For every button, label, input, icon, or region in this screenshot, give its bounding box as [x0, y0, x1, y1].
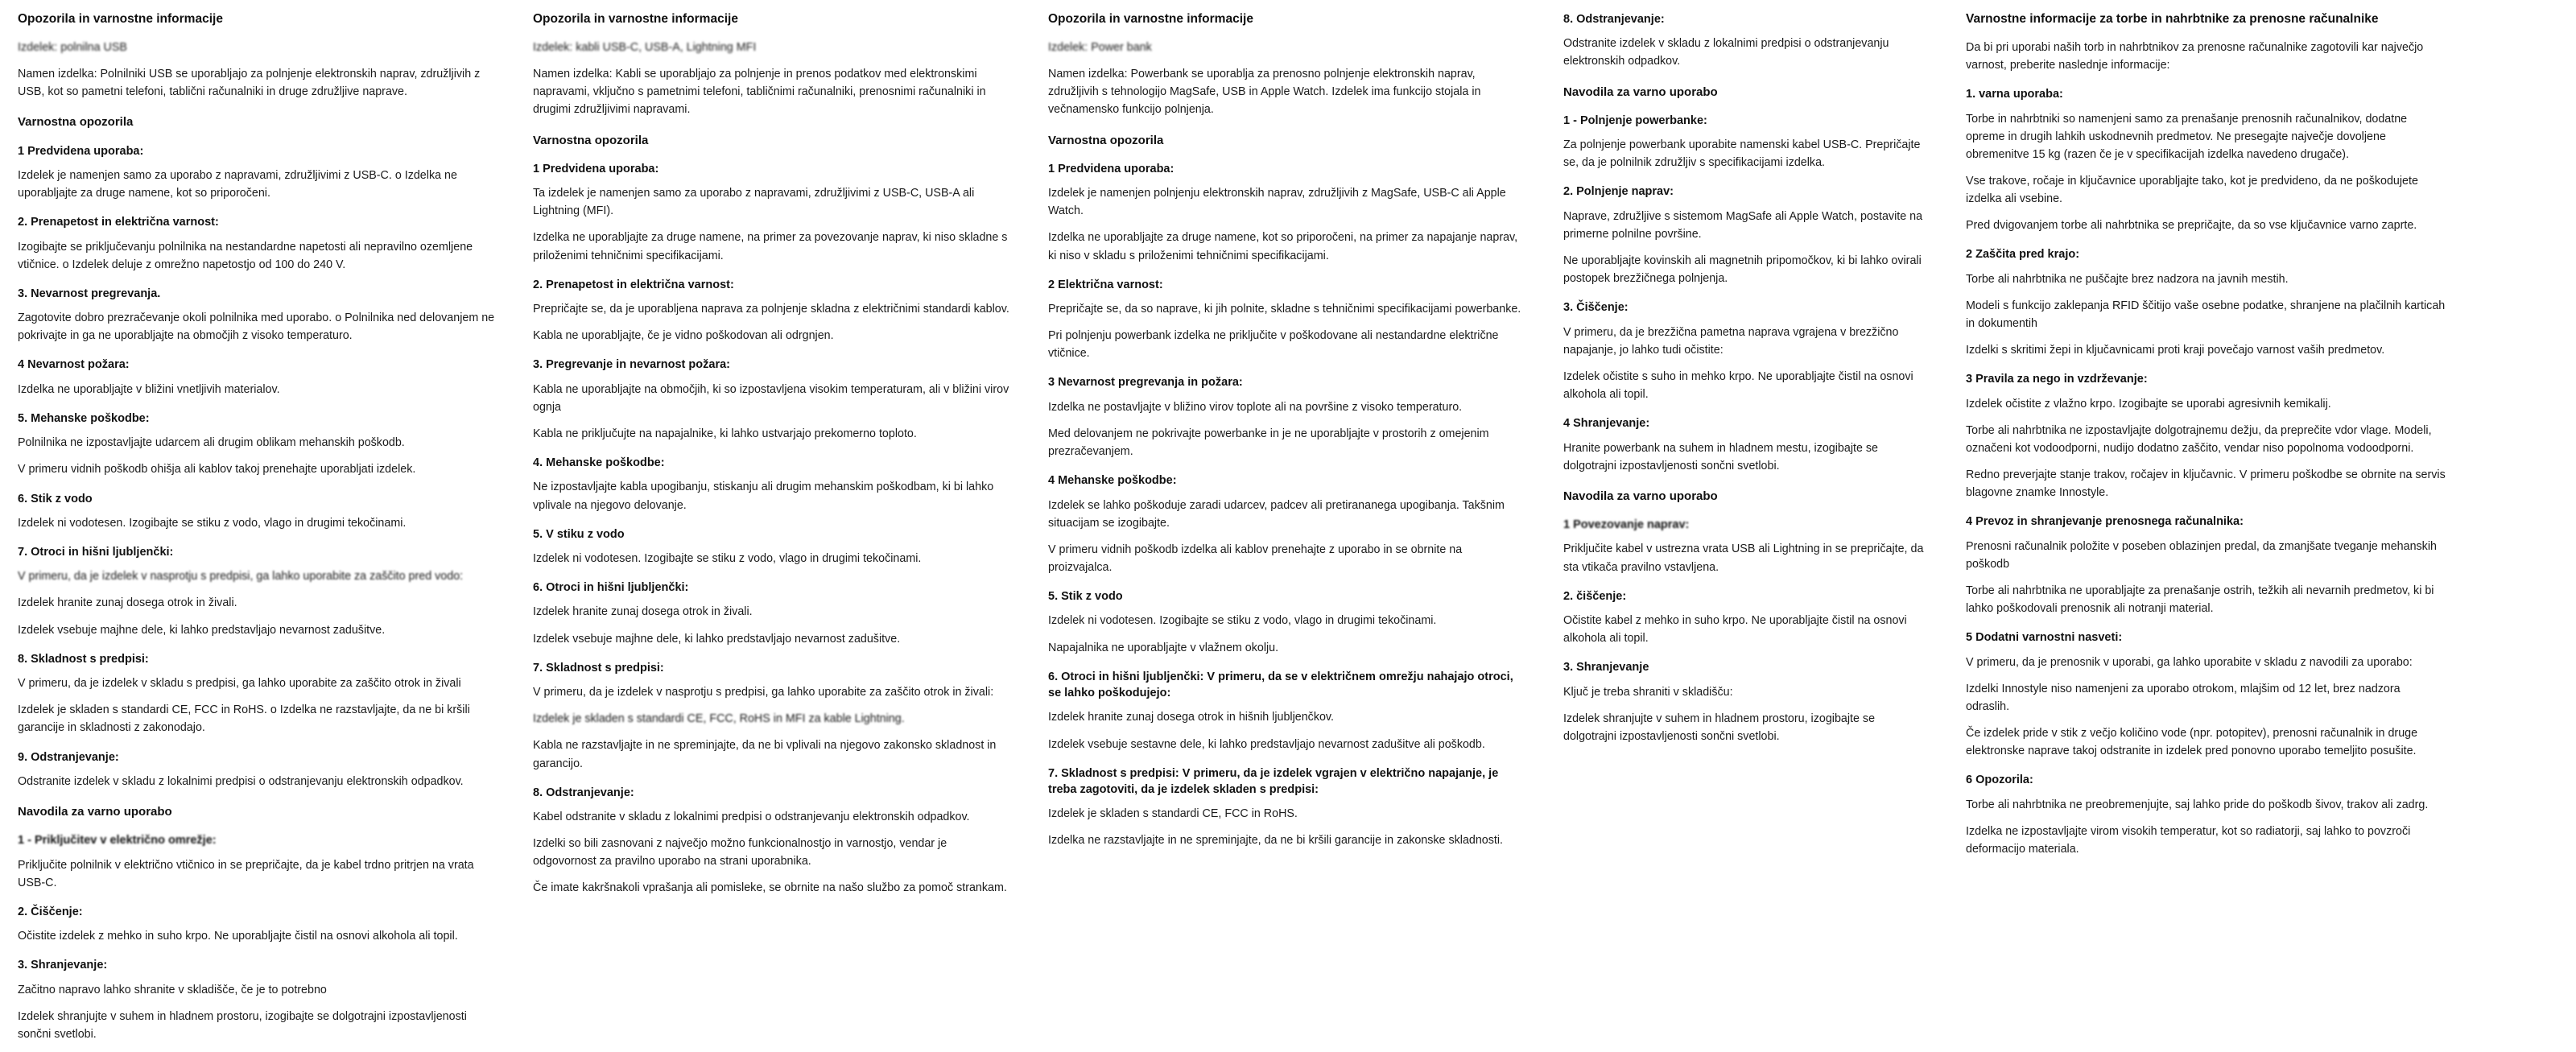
subsection-title: Varnostna opozorila — [1048, 133, 1164, 147]
item-heading: 5 Dodatni varnostni nasveti: — [1966, 631, 2123, 645]
item-heading: 5. Stik z vodo — [1048, 590, 1123, 604]
product-line: Izdelek: Power bank — [1048, 40, 1152, 54]
item-paragraph: Izdelka ne uporabljajte za druge namene, na primer za povezovanje naprav, ki niso skladne s priloženimi tehničnimi specifikacijami. — [533, 231, 1008, 262]
item-paragraph: Prepričajte se, da je uporabljena naprava za polnjenje skladna z električnimi standardi kablov. — [533, 303, 1009, 316]
subsection-title: Navodila za varno uporabo — [1563, 489, 1718, 503]
item-paragraph: Izdelki s skritimi žepi in ključavnicami proti kraji povečajo varnost vaših predmetov. — [1966, 344, 2385, 357]
item-heading: 3 Nevarnost pregrevanja in požara: — [1048, 376, 1243, 390]
item-paragraph: Polnilnika ne izpostavljajte udarcem ali drugim oblikam mehanskih poškodb. — [18, 436, 405, 450]
item-paragraph: Izdelki Innostyle niso namenjeni za uporabo otrokom, mlajšim od 12 let, brez nadzora odraslih. — [1966, 682, 2401, 713]
item-paragraph: Izdelek hranite zunaj dosega otrok in živali. — [533, 605, 753, 619]
item-paragraph: Torbe ali nahrbtnika ne uporabljajte za prenašanje ostrih, težkih ali nevarnih predmetov, ki bi lahko poškodovali prenosnik ali notranji material. — [1966, 584, 2434, 616]
item-heading: 2. čiščenje: — [1563, 589, 1627, 603]
item-heading: 6. Stik z vodo — [18, 492, 93, 505]
item-paragraph: Kabla ne priključujte na napajalnike, ki lahko ustvarjajo prekomerno toploto. — [533, 427, 917, 440]
item-heading: 1 Predvidena uporaba: — [18, 144, 144, 158]
item-paragraph: Torbe ali nahrbtnika ne puščajte brez nadzora na javnih mestih. — [1966, 272, 2289, 286]
item-heading: 2 Električna varnost: — [1048, 278, 1163, 291]
section-title: Opozorila in varnostne informacije — [18, 12, 223, 26]
item-paragraph: Izdelek očistite s suho in mehko krpo. Ne uporabljajte čistil na osnovi alkohola ali topil. — [1563, 370, 1913, 402]
item-paragraph: Med delovanjem ne pokrivajte powerbanke in je ne uporabljajte v prostorih z omejenim prezračevanjem. — [1048, 427, 1489, 459]
item-heading: 1 - Polnjenje powerbanke: — [1563, 113, 1707, 127]
item-paragraph: Izdelek očistite z vlažno krpo. Izogibajte se uporabi agresivnih kemikalij. — [1966, 397, 2331, 410]
item-heading: 3. Shranjevanje — [1563, 661, 1649, 675]
item-paragraph: Izdelek je namenjen polnjenju elektronskih naprav, združljivih z MagSafe, USB-C ali Apple Watch. — [1048, 187, 1506, 218]
item-heading: 4 Nevarnost požara: — [18, 358, 130, 372]
item-paragraph: Odstranite izdelek v skladu z lokalnimi predpisi o odstranjevanju elektronskih odpadkov. — [18, 774, 464, 788]
item-heading: 2. Prenapetost in električna varnost: — [533, 278, 734, 291]
item-paragraph: Izdelek vsebuje majhne dele, ki lahko predstavljajo nevarnost zadušitve. — [533, 632, 901, 646]
item-paragraph: Izdelek je namenjen samo za uporabo z napravami, združljivimi z USB-C. o Izdelka ne uporabljajte za druge namene, kot so priporočeni. — [18, 168, 457, 200]
item-paragraph: Kabla ne uporabljajte na območjih, ki so izpostavljena visokim temperaturam, ali v bližini virov ognja — [533, 382, 1009, 414]
item-paragraph: Očistite izdelek z mehko in suho krpo. Ne uporabljajte čistil na osnovi alkohola ali topil. — [18, 930, 458, 943]
item-heading: 3. Čiščenje: — [1563, 301, 1629, 315]
item-heading: 3. Nevarnost pregrevanja. — [18, 287, 161, 300]
item-heading: 7. Skladnost s predpisi: — [533, 661, 664, 675]
item-heading: 3 Pravila za nego in vzdrževanje: — [1966, 373, 2148, 386]
item-paragraph: V primeru, da je brezžična pametna naprava vgrajena v brezžično napajanje, jo lahko tudi očistite: — [1563, 325, 1899, 357]
item-heading: 6 Opozorila: — [1966, 774, 2033, 787]
item-paragraph: Izdelek shranjujte v suhem in hladnem prostoru, izogibajte se dolgotrajni izpostavljenosti sončni svetlobi. — [18, 1009, 467, 1041]
item-paragraph: Za polnjenje powerbank uporabite namenski kabel USB-C. Prepričajte se, da je polnilnik združljiv s specifikacijami izdelka. — [1563, 138, 1921, 170]
item-heading: 2 Zaščita pred krajo: — [1966, 248, 2080, 262]
item-paragraph: Ključ je treba shraniti v skladišču: — [1563, 685, 1733, 699]
item-paragraph: Torbe in nahrbtniki so namenjeni samo za prenašanje prenosnih računalnikov, dodatne opreme in drugih lahkih uskodnevnih predmetov. Ne presegajte največje dovoljene obremenitve 15 kg (razen če je v specifikacijah izdelka navedeno drugače). — [1966, 112, 2408, 161]
product-purpose: Namen izdelka: Powerbank se uporablja za prenosno polnjenje elektronskih naprav, združljivih s tehnologijo MagSafe, USB in Apple Watch. Izdelek ima funkcijo stojala in večnamensko funkcijo polnjenja. — [1048, 68, 1481, 117]
item-paragraph: Izdelka ne izpostavljajte virom visokih temperatur, kot so radiatorji, saj lahko to povzroči deformacijo materiala. — [1966, 824, 2411, 856]
column-powerbank — [1030, 11, 1546, 859]
item-paragraph: Izdelek shranjujte v suhem in hladnem prostoru, izogibajte se dolgotrajni izpostavljenosti sončni svetlobi. — [1563, 712, 1876, 743]
item-paragraph: Pri polnjenju powerbank izdelka ne priključite v poškodovane ali nestandardne električne vtičnice. — [1048, 329, 1499, 361]
item-paragraph: Redno preverjajte stanje trakov, ročajev in ključavnic. V primeru poškodbe se obrnite na servis blagovne znamke Innostyle. — [1966, 468, 2446, 500]
item-paragraph: Izdelek ni vodotesen. Izogibajte se stiku z vodo, vlago in drugimi tekočinami. — [533, 552, 922, 565]
subsection-title: Varnostna opozorila — [533, 133, 649, 147]
item-heading: 3. Shranjevanje: — [18, 959, 108, 972]
item-paragraph: Izdelka ne uporabljajte v bližini vnetljivih materialov. — [18, 382, 280, 396]
item-paragraph: V primeru vidnih poškodb izdelka ali kablov prenehajte z uporabo in se obrnite na proizvajalca. — [1048, 543, 1463, 575]
item-paragraph: V primeru, da je prenosnik v uporabi, ga lahko uporabite v skladu z navodili za uporabo: — [1966, 655, 2413, 669]
item-paragraph: Izdelka ne uporabljajte za druge namene, kot so priporočeni, na primer za napajanje naprav, ki niso v skladu s priloženimi tehničnimi specifikacijami. — [1048, 231, 1518, 262]
item-paragraph: Izdelek hranite zunaj dosega otrok in hišnih ljubljenčkov. — [1048, 711, 1334, 724]
item-paragraph: V primeru, da je izdelek v nasprotju s predpisi, ga lahko uporabite za zaščito pred vodo: — [18, 570, 464, 584]
item-heading: 3. Pregrevanje in nevarnost požara: — [533, 358, 730, 372]
product-line: Izdelek: kabli USB-C, USB-A, Lightning MFI — [533, 40, 757, 54]
item-heading: 4 Shranjevanje: — [1563, 417, 1650, 431]
item-paragraph: Če izdelek pride v stik z večjo količino vode (npr. potopitev), prenosni računalnik in druge elektronske naprave takoj odstranite in izdelek pred ponovno uporabo temeljito posušite. — [1966, 727, 2418, 758]
column-usb-charger — [0, 11, 515, 1052]
item-heading: 8. Skladnost s predpisi: — [18, 652, 149, 666]
section-title: Opozorila in varnostne informacije — [533, 12, 738, 26]
item-heading: 7. Skladnost s predpisi: V primeru, da je izdelek vgrajen v električno napajanje, je treba zagotoviti, da je izdelek skladen s predpisi: — [1048, 766, 1499, 796]
subsection-title: Navodila za varno uporabo — [18, 804, 172, 819]
item-paragraph: Kabla ne uporabljajte, če je vidno poškodovan ali odrgnjen. — [533, 329, 834, 343]
item-paragraph: Odstranite izdelek v skladu z lokalnimi predpisi o odstranjevanju elektronskih odpadkov. — [1563, 37, 1889, 68]
item-paragraph: Izdelka ne postavljajte v bližino virov toplote ali na površine z visoko temperaturo. — [1048, 400, 1463, 414]
item-paragraph: V primeru vidnih poškodb ohišja ali kablov takoj prenehajte uporabljati izdelek. — [18, 463, 416, 476]
item-paragraph: Izdelki so bili zasnovani z največjo možno funkcionalnostjo in varnostjo, vendar je odgovornost za pravilno uporabo na strani uporabnika. — [533, 837, 947, 868]
product-purpose: Namen izdelka: Polnilniki USB se uporabljajo za polnjenje elektronskih naprav, združljivih z USB, kot so pametni telefoni, tablični računalniki in druge združljive naprave. — [18, 68, 481, 99]
item-paragraph: Izdelek ni vodotesen. Izogibajte se stiku z vodo, vlago in drugimi tekočinami. — [18, 516, 407, 530]
item-heading: 2. Polnjenje naprav: — [1563, 185, 1674, 199]
item-paragraph: Izdelek je skladen s standardi CE, FCC in RoHS. — [1048, 807, 1298, 821]
item-heading: 4 Prevoz in shranjevanje prenosnega računalnika: — [1966, 515, 2244, 529]
item-paragraph: Prenosni računalnik položite v poseben oblazinjen predal, da zmanjšate tveganje mehanskih poškodb — [1966, 539, 2437, 571]
column-cables — [515, 11, 1030, 906]
item-paragraph: Izdelka ne razstavljajte in ne spreminjajte, da ne bi kršili garancije in zakonske skladnosti. — [1048, 834, 1504, 848]
item-paragraph: Izdelek je skladen s standardi CE, FCC, RoHS in MFI za kable Lightning. — [533, 712, 905, 726]
item-paragraph: Zagotovite dobro prezračevanje okoli polnilnika med uporabo. o Polnilnika ned delovanjem ne pokrivajte in ga ne uporabljajte na območjih z visoko temperaturo. — [18, 311, 495, 343]
subsection-title: Varnostna opozorila — [18, 115, 134, 130]
item-paragraph: Izdelek ni vodotesen. Izogibajte se stiku z vodo, vlago in drugimi tekočinami. — [1048, 614, 1437, 628]
item-paragraph: Ta izdelek je namenjen samo za uporabo z napravami, združljivimi z USB-C, USB-A ali Lightning (MFI). — [533, 187, 975, 218]
item-heading: 7. Otroci in hišni ljubljenčki: — [18, 545, 174, 559]
item-heading: 5. Mehanske poškodbe: — [18, 411, 150, 425]
item-paragraph: Začitno napravo lahko shranite v skladišče, če je to potrebno — [18, 983, 327, 996]
item-paragraph: V primeru, da je izdelek v skladu s predpisi, ga lahko uporabite za zaščito otrok in živali — [18, 677, 461, 691]
item-paragraph: Napajalnika ne uporabljajte v vlažnem okolju. — [1048, 641, 1279, 654]
item-paragraph: Priključite polnilnik v električno vtičnico in se prepričajte, da je kabel trdno pritrjen na vrata USB-C. — [18, 858, 474, 889]
column-backpacks — [1948, 11, 2463, 867]
item-paragraph: Izdelek vsebuje sestavne dele, ki lahko predstavljajo nevarnost zadušitve ali poškodb. — [1048, 737, 1485, 751]
item-heading: 1 - Priključitev v električno omrežje: — [18, 834, 217, 848]
item-paragraph: Priključite kabel v ustrezna vrata USB ali Lightning in se prepričajte, da sta vtikača pravilno vstavljena. — [1563, 543, 1924, 574]
item-paragraph: Ne izpostavljajte kabla upogibanju, stiskanju ali drugim mehanskim poškodbam, ki bi lahko vplivale na njegovo delovanje. — [533, 481, 994, 512]
section-title: Opozorila in varnostne informacije — [1048, 12, 1253, 26]
item-paragraph: Kabla ne razstavljajte in ne spreminjajte, da ne bi vplivali na njegovo zakonsko skladnost in garancijo. — [533, 739, 997, 770]
section-title: Varnostne informacije za torbe in nahrbtnike za prenosne računalnike — [1966, 12, 2379, 26]
item-paragraph: Pred dvigovanjem torbe ali nahrbtnika se prepričajte, da so vse ključavnice varno zaprte. — [1966, 219, 2417, 233]
item-paragraph: Prepričajte se, da so naprave, ki jih polnite, skladne s tehničnimi specifikacijami powerbanke. — [1048, 303, 1521, 316]
item-heading: 1 Povezovanje naprav: — [1563, 518, 1690, 532]
item-paragraph: Izdelek hranite zunaj dosega otrok in živali. — [18, 596, 237, 610]
item-paragraph: Izdelek se lahko poškoduje zaradi udarcev, padcev ali pretirananega upogibanja. Takšnim situacijam se izogibajte. — [1048, 498, 1505, 530]
item-paragraph: V primeru, da je izdelek v nasprotju s predpisi, ga lahko uporabite za zaščito otrok in živali: — [533, 686, 994, 699]
item-paragraph: Torbe ali nahrbtnika ne izpostavljajte dolgotrajnemu dežju, da preprečite vdor vlage. Modeli, označeni kot vodoodporni, nudijo dodatno zaščito, vendar niso popolnoma vodoodporni. — [1966, 423, 2432, 455]
product-line: Izdelek: polnilna USB — [18, 40, 127, 54]
item-paragraph: Ne uporabljajte kovinskih ali magnetnih pripomočkov, ki bi lahko ovirali postopek brezžičnega polnjenja. — [1563, 254, 1922, 286]
item-paragraph: Modeli s funkcijo zaklepanja RFID ščitijo vaše osebne podatke, shranjene na plačilnih karticah in dokumentih — [1966, 299, 2446, 331]
section-intro: Da bi pri uporabi naših torb in nahrbtnikov za prenosne računalnike zagotovili kar največjo varnost, preberite naslednje informacije: — [1966, 40, 2424, 72]
item-paragraph: Izdelek vsebuje majhne dele, ki lahko predstavljajo nevarnost zadušitve. — [18, 623, 386, 637]
item-heading: 4 Mehanske poškodbe: — [1048, 474, 1177, 488]
item-paragraph: Vse trakove, ročaje in ključavnice uporabljajte tako, kot je predvideno, da ne poškodujete izdelka ali vsebine. — [1966, 175, 2418, 206]
item-paragraph: Hranite powerbank na suhem in hladnem mestu, izogibajte se dolgotrajni izpostavljenosti sončni svetlobi. — [1563, 441, 1879, 472]
item-paragraph: Očistite kabel z mehko in suho krpo. Ne uporabljajte čistil na osnovi alkohola ali topil. — [1563, 614, 1907, 646]
item-paragraph: Torbe ali nahrbtnika ne preobremenjujte, saj lahko pride do poškodb šivov, trakov ali zadrg. — [1966, 798, 2429, 811]
item-heading: 2. Prenapetost in električna varnost: — [18, 216, 219, 229]
item-paragraph: Naprave, združljive s sistemom MagSafe ali Apple Watch, postavite na primerne polnilne površine. — [1563, 209, 1923, 241]
item-heading: 8. Odstranjevanje: — [533, 786, 634, 799]
item-heading: 9. Odstranjevanje: — [18, 750, 119, 764]
subsection-title: Navodila za varno uporabo — [1563, 85, 1718, 99]
product-purpose: Namen izdelka: Kabli se uporabljajo za polnjenje in prenos podatkov med elektronskimi napravami, vključno s pametnimi telefoni, tabličnimi računalniki, prenosnimi računalniki in drugimi združljivimi napravami. — [533, 68, 986, 117]
item-heading: 5. V stiku z vodo — [533, 527, 625, 541]
item-heading: 4. Mehanske poškodbe: — [533, 456, 665, 470]
item-paragraph: Če imate kakršnakoli vprašanja ali pomislekе, se obrnite na našo službo za pomoč strankam. — [533, 881, 1007, 895]
item-heading: 1. varna uporaba: — [1966, 88, 2063, 101]
item-heading: 1 Predvidena uporaba: — [533, 162, 659, 175]
item-paragraph: Kabel odstranite v skladu z lokalnimi predpisi o odstranjevanju elektronskih odpadkov. — [533, 810, 970, 823]
column-powerbank-continued — [1546, 11, 1948, 754]
item-heading: 6. Otroci in hišni ljubljenčki: V primeru, da se v električnem omrežju nahajajo otroci, se lahko poškodujejo: — [1048, 670, 1513, 700]
item-heading: 2. Čiščenje: — [18, 905, 83, 918]
item-heading: 1 Predvidena uporaba: — [1048, 162, 1174, 175]
item-heading: 6. Otroci in hišni ljubljenčki: — [533, 581, 689, 595]
item-heading: 8. Odstranjevanje: — [1563, 13, 1665, 26]
item-paragraph: Izdelek je skladen s standardi CE, FCC in RoHS. o Izdelka ne razstavljajte, da ne bi kršili garancije in skladnosti z zakonodajo. — [18, 703, 470, 735]
item-paragraph: Izogibajte se priključevanju polnilnika na nestandardne napetosti ali nepravilno ozemljene vtičnice. o Izdelek deluje z omrežno napetostjo od 100 do 240 V. — [18, 240, 473, 271]
